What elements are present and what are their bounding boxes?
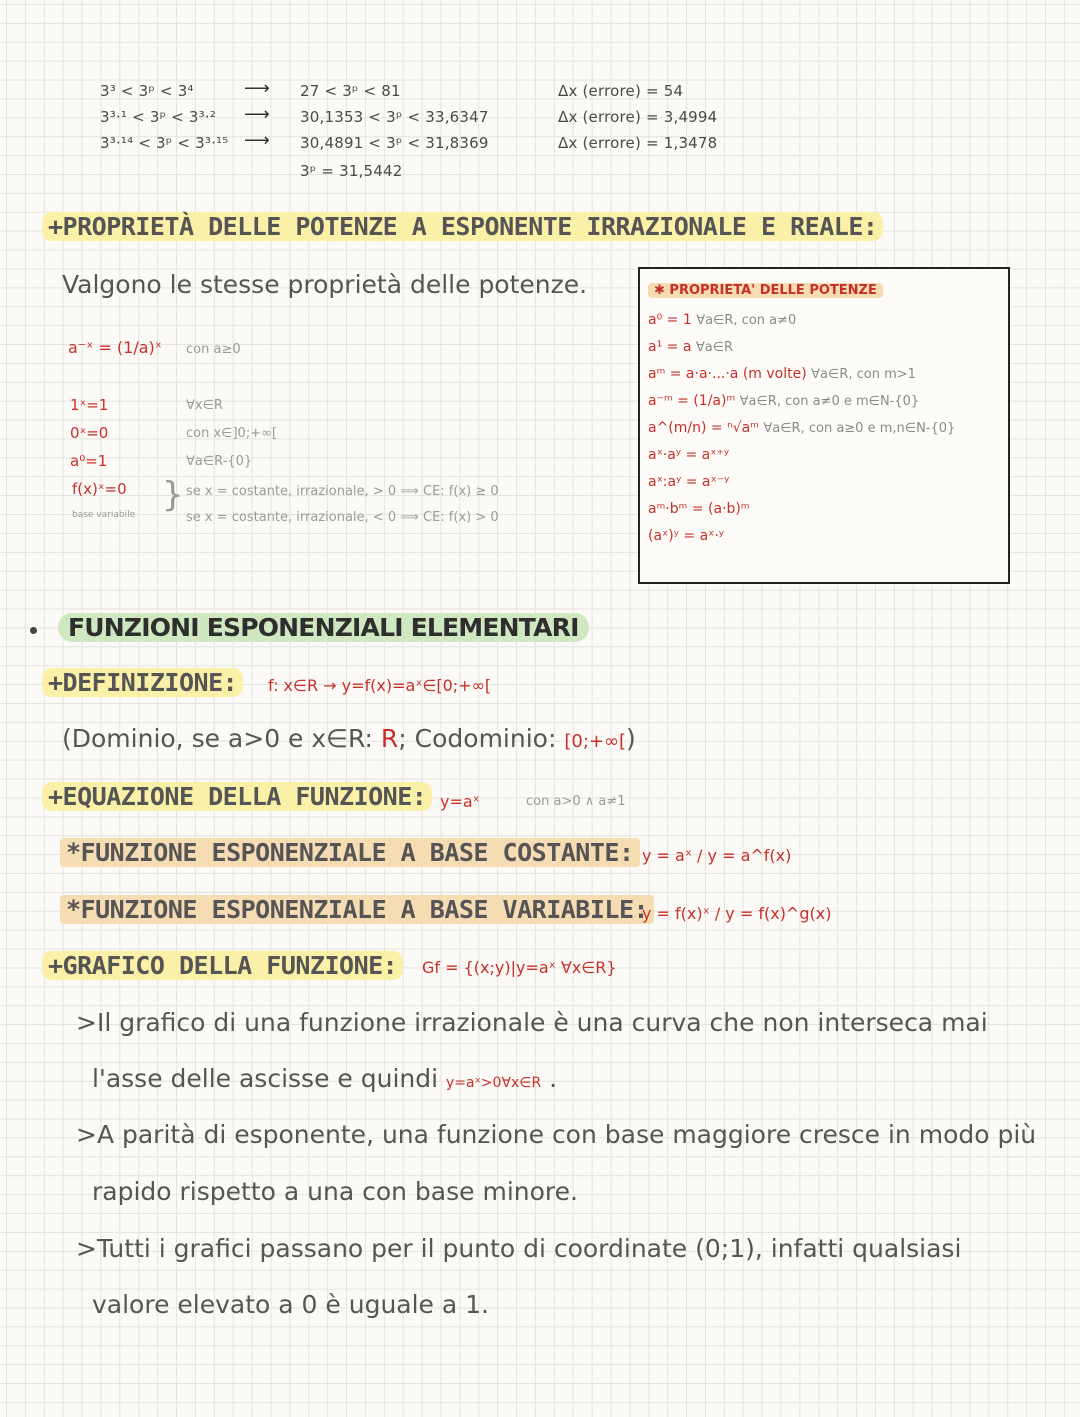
rule-condition-1: ∀x∈R [186,398,223,413]
box-row [648,420,955,436]
box-formula: aˣ·aʸ = aˣ⁺ʸ [648,447,730,463]
box-row [648,474,729,490]
box-row [648,312,796,328]
rule-condition-3: ∀a∈R-{0} [186,454,253,469]
box-row [648,501,750,517]
definition-label [42,668,243,697]
variable-base-label: base variabile [72,510,136,520]
closing-parenthesis: ) [625,724,636,753]
domain-line [62,724,636,753]
box-formula: (aˣ)ʸ = aˣ·ʸ [648,528,725,544]
box-formula: a⁰ = 1 [648,312,692,328]
equation-label [42,782,432,811]
box-formula: a^(m/n) = ⁿ√aᵐ [648,420,759,436]
graph-label [42,951,403,980]
codomain-text: ; Codominio: [398,724,565,753]
variable-base-formula: f(x)ˣ=0 [72,480,127,498]
calc-mid-3: 30,4891 < 3ᵖ < 31,8369 [300,134,489,152]
calc-error-3: Δx (errore) = 1,3478 [558,134,718,152]
box-condition: ∀a∈R, con m>1 [811,367,916,382]
calc-left-1: 3³ < 3ᵖ < 3⁴ [100,82,194,100]
box-row [648,366,916,382]
calc-left-2: 3³·¹ < 3ᵖ < 3³·² [100,108,217,126]
variable-base-function-formula: y = f(x)ˣ / y = f(x)^g(x) [642,904,832,923]
box-formula: a¹ = a [648,339,692,355]
box-formula: aᵐ = a·a·...·a (m volte) [648,366,807,382]
box-row [648,447,729,463]
box-row [648,339,733,355]
box-formula: aᵐ·bᵐ = (a·b)ᵐ [648,501,750,517]
paragraph-3-line-2: valore elevato a 0 è uguale a 1. [92,1290,489,1319]
box-condition: ∀a∈R [695,340,734,355]
rule-formula-2: 0ˣ=0 [70,424,109,442]
domain-text: (Dominio, se a>0 e x∈R: [62,724,381,753]
graph-formula: Gf = {(x;y)|y=aˣ ∀x∈R} [422,958,617,977]
properties-intro: Valgono le stesse proprietà delle potenze. [62,270,588,299]
box-condition: ∀a∈R, con a≠0 e m∈N-{0} [739,394,920,409]
definition-formula: f: x∈R → y=f(x)=aˣ∈[0;+∞[ [268,676,492,695]
paragraph-2-line-1: >A parità di esponente, una funzione con base maggiore cresce in modo più [76,1120,1037,1149]
box-row [648,528,724,544]
neg-exponent-formula: a⁻ˣ = (1/a)ˣ [68,338,162,357]
section-title-properties-text: +PROPRIETÀ DELLE POTENZE A ESPONENTE IRRAZIONALE E REALE: [42,212,883,241]
equation-formula: y=aˣ [440,792,480,811]
paragraph-1-line-2 [92,1064,557,1093]
box-condition: ∀a∈R, con a≠0 [696,313,797,328]
calc-result: 3ᵖ = 31,5442 [300,162,403,180]
section-title-functions [58,613,589,642]
domain-value: R [380,724,399,753]
paragraph-1-line-1: >Il grafico di una funzione irrazionale è una curva che non interseca mai [76,1008,988,1037]
rule-condition-2: con x∈]0;+∞[ [186,426,278,441]
calc-left-3: 3³·¹⁴ < 3ᵖ < 3³·¹⁵ [100,134,229,152]
arrow-right-icon: ⟶ [244,78,270,99]
section-title-properties [42,212,883,241]
constant-base-label [60,838,640,867]
brace-icon: } [162,475,184,515]
equation-label-text: +EQUAZIONE DELLA FUNZIONE: [42,782,432,811]
variable-base-condition-2: se x = costante, irrazionale, < 0 ⟹ CE: f(x) > 0 [186,510,499,525]
calc-error-2: Δx (errore) = 3,4994 [558,108,718,126]
rule-formula-3: a⁰=1 [70,452,108,470]
paragraph-1-end: . [541,1064,558,1093]
paragraph-2-line-2: rapido rispetto a una con base minore. [92,1177,578,1206]
paragraph-1-formula: y=aˣ>0∀x∈R [446,1075,542,1091]
paragraph-1-text: l'asse delle ascisse e quindi [92,1064,446,1093]
box-title-text: ✱ PROPRIETA' DELLE POTENZE [648,283,883,298]
calc-mid-1: 27 < 3ᵖ < 81 [300,82,401,100]
box-title [648,283,883,298]
neg-exponent-condition: con a≥0 [186,342,241,357]
variable-base-condition-1: se x = costante, irrazionale, > 0 ⟹ CE: f(x) ≥ 0 [186,484,499,499]
section-title-functions-text: FUNZIONI ESPONENZIALI ELEMENTARI [58,613,589,642]
box-row [648,393,919,409]
calc-error-1: Δx (errore) = 54 [558,82,684,100]
variable-base-function-label [60,895,654,924]
codomain-value: [0;+∞[ [564,731,626,752]
box-condition: ∀a∈R, con a≥0 e m,n∈N-{0} [763,421,956,436]
arrow-right-icon: ⟶ [244,104,270,125]
calc-mid-2: 30,1353 < 3ᵖ < 33,6347 [300,108,489,126]
constant-base-label-text: *FUNZIONE ESPONENZIALE A BASE COSTANTE: [60,838,640,867]
box-formula: a⁻ᵐ = (1/a)ᵐ [648,393,736,409]
paragraph-3-line-1: >Tutti i grafici passano per il punto di coordinate (0;1), infatti qualsiasi [76,1234,962,1263]
graph-label-text: +GRAFICO DELLA FUNZIONE: [42,951,403,980]
rule-formula-1: 1ˣ=1 [70,396,109,414]
equation-condition: con a>0 ∧ a≠1 [526,794,626,809]
arrow-right-icon: ⟶ [244,130,270,151]
constant-base-formula: y = aˣ / y = a^f(x) [642,846,792,865]
definition-label-text: +DEFINIZIONE: [42,668,243,697]
bullet-icon [30,627,37,634]
box-formula: aˣ:aʸ = aˣ⁻ʸ [648,474,730,490]
power-properties-box [638,267,1010,584]
variable-base-function-label-text: *FUNZIONE ESPONENZIALE A BASE VARIABILE: [60,895,654,924]
